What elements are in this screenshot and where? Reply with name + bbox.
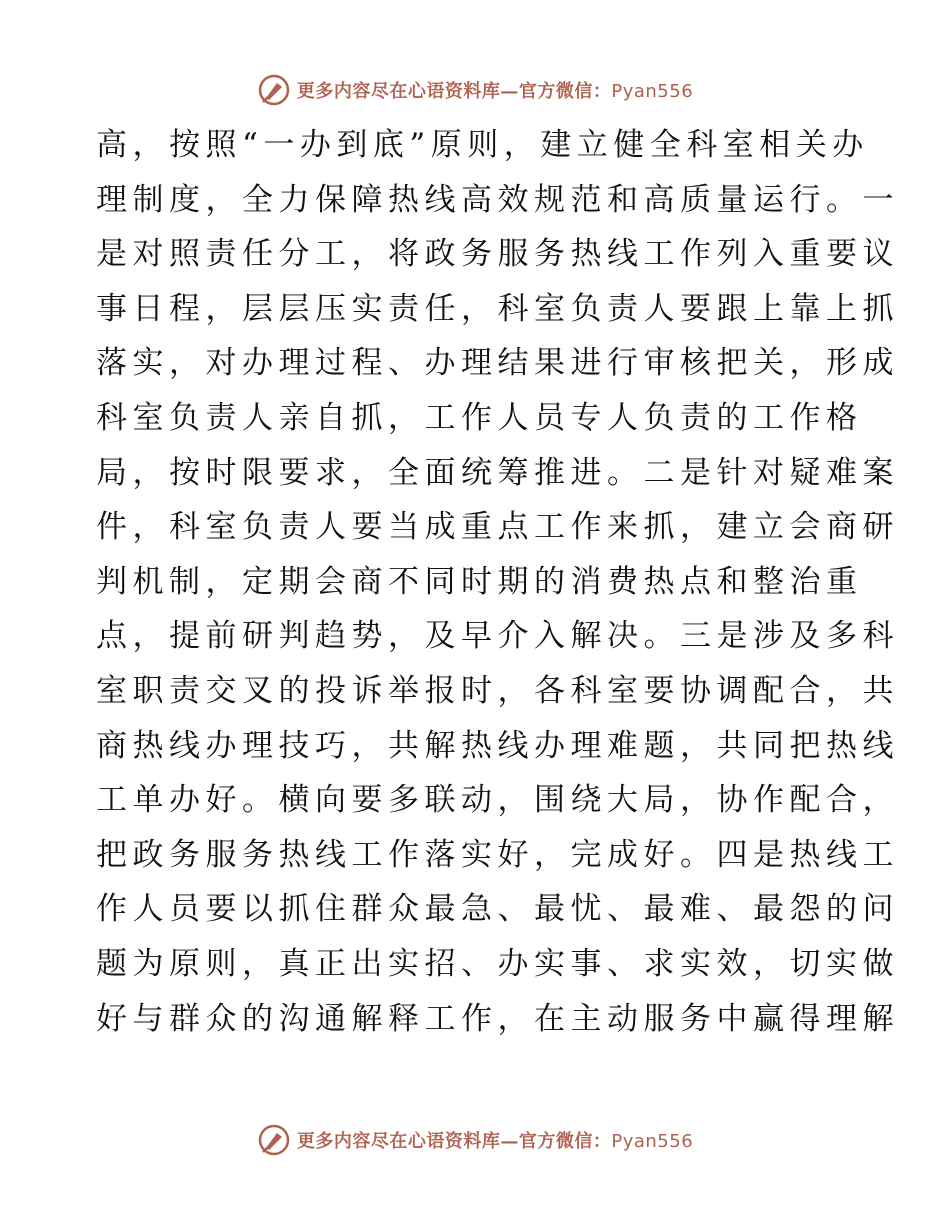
pen-nib-logo-icon: [257, 73, 291, 107]
text-line: 高，按照“一办到底”原则，建立健全科室相关办: [96, 127, 869, 163]
text-line: 作人员要以抓住群众最急、最忧、最难、最怨的问: [96, 891, 899, 928]
text-line: 工单办好。横向要多联动，围绕大局，协作配合，: [96, 782, 899, 819]
text-line: 局，按时限要求，全面统筹推进。二是针对疑难案: [96, 454, 899, 491]
text-line: 题为原则，真正出实招、办实事、求实效，切实做: [96, 945, 899, 982]
text-line: 室职责交叉的投诉举报时，各科室要协调配合，共: [96, 672, 899, 709]
text-line: 事日程，层层压实责任，科室负责人要跟上靠上抓: [96, 290, 899, 327]
text-line: 好与群众的沟通解释工作，在主动服务中赢得理解: [96, 1000, 899, 1037]
text-line: 把政务服务热线工作落实好，完成好。四是热线工: [96, 836, 899, 873]
header-watermark: [0, 70, 950, 110]
text-line: 件，科室负责人要当成重点工作来抓，建立会商研: [96, 509, 899, 546]
text-line: 理制度，全力保障热线高效规范和高质量运行。一: [96, 181, 899, 218]
text-line: 是对照责任分工，将政务服务热线工作列入重要议: [96, 236, 899, 273]
text-line: 点，提前研判趋势，及早介入解决。三是涉及多科: [96, 618, 899, 655]
text-line: 判机制，定期会商不同时期的消费热点和整治重: [96, 563, 863, 600]
text-line: 商热线办理技巧，共解热线办理难题，共同把热线: [96, 727, 899, 764]
footer-watermark: [0, 1120, 950, 1160]
text-line: 落实，对办理过程、办理结果进行审核把关，形成: [96, 345, 899, 382]
pen-nib-logo-icon: [257, 1123, 291, 1157]
document-body: [96, 118, 899, 1046]
watermark-text: 更多内容尽在心语资料库—官方微信：: [296, 1131, 612, 1152]
watermark-id: Pyan556: [611, 81, 694, 102]
watermark-id: Pyan556: [611, 1131, 694, 1152]
text-line: 科室负责人亲自抓，工作人员专人负责的工作格: [96, 399, 863, 436]
watermark-text: 更多内容尽在心语资料库—官方微信：: [296, 81, 612, 102]
